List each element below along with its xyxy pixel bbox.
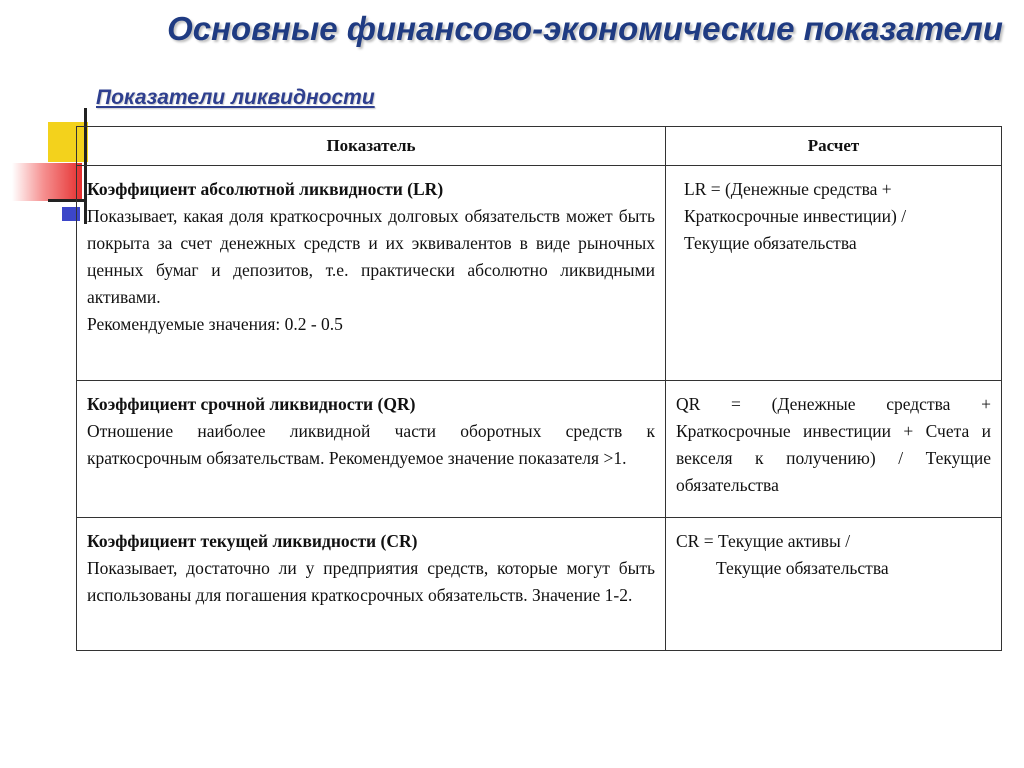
indicator-description: Показывает, достаточно ли у предприятия средств, которые могут быть использованы для погашения краткосрочных обязательств. Значение 1-2. [87, 558, 655, 605]
indicator-recommended: Рекомендуемые значения: 0.2 - 0.5 [87, 314, 343, 334]
header-calculation: Расчет [666, 127, 1002, 166]
formula-text: QR = (Денежные средства + Краткосрочные инвестиции + Счета и векселя к получению) / Текущие обязательства [676, 394, 991, 495]
formula-line: Краткосрочные инвестиции) / [684, 206, 907, 226]
calculation-cell [666, 166, 1002, 381]
indicator-cell [77, 166, 666, 381]
section-subtitle: Показатели ликвидности [96, 86, 375, 109]
table-row [77, 381, 1002, 518]
table-header-row [77, 127, 1002, 166]
formula-line: LR = (Денежные средства + [684, 179, 892, 199]
indicator-name: Коэффициент абсолютной ликвидности (LR) [87, 179, 444, 199]
indicator-cell [77, 518, 666, 651]
indicator-description: Показывает, какая доля краткосрочных долговых обязательств может быть покрыта за счет денежных средств и их эквивалентов в виде рыночных ценных бумаг и депозитов, т.е. практически абсолютно ликвидными активами. [87, 206, 655, 307]
header-indicator: Показатель [77, 127, 666, 166]
indicator-cell [77, 381, 666, 518]
indicator-name: Коэффициент срочной ликвидности (QR) [87, 394, 416, 414]
indicator-description: Отношение наиболее ликвидной части оборотных средств к краткосрочным обязательствам. Рекомендуемое значение показателя >1. [87, 421, 655, 468]
formula-line: Текущие обязательства [684, 233, 857, 253]
table-row [77, 166, 1002, 381]
table-row [77, 518, 1002, 651]
indicator-name: Коэффициент текущей ликвидности (CR) [87, 531, 418, 551]
decor-red-gradient [12, 163, 82, 201]
formula-line: CR = Текущие активы / [676, 531, 851, 551]
formula-line: Текущие обязательства [716, 558, 889, 578]
calculation-cell [666, 518, 1002, 651]
page-title: Основные финансово-экономические показатели [167, 10, 1003, 47]
liquidity-table [76, 126, 1002, 651]
calculation-cell [666, 381, 1002, 518]
